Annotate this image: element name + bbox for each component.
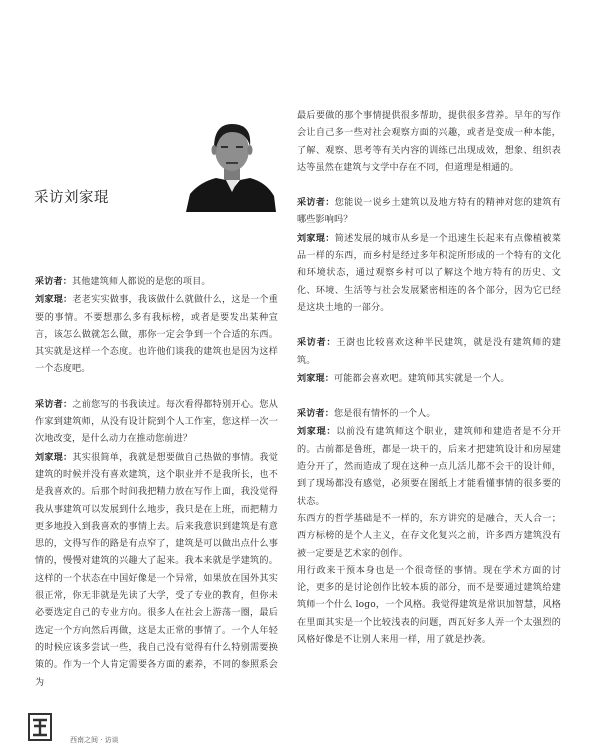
- left-column: [35, 273, 278, 692]
- speaker-label: 刘家琨：: [297, 372, 334, 384]
- interview-paragraph: [297, 405, 561, 423]
- interview-paragraph: [297, 370, 561, 388]
- speaker-label: 采访者：: [297, 408, 334, 420]
- paragraph-text: 用行政来干预本身也是一个很奇怪的事情。现在学术方面的讨论，更多的是讨论创作比较本质的部分，而不是要通过建筑给建筑师一个什么 logo，一个风格。我觉得建筑是常识加智慧，风格在里面其实是一个比较浅表的问题，西瓦好多人弄一个太强烈的风格好像是不让别人来用一样，用了就是抄袭。: [297, 565, 561, 646]
- interview-paragraph: [297, 194, 561, 230]
- paragraph-text: 其实很简单，我就是想要做自己热做的事情。我觉建筑的时候并没有喜欢建筑，这个职业并不是我所长，也不是我喜欢的。后那个时间我把精力放在写作上面，我没觉得我从事建筑可以发展到什么地步，我只是在上班，而把精力更多地投入到我喜欢的事情上去。后来我意识到建筑是有意思的，文得写作的路是有点窄了，建筑是可以做出点什么事情的，慢慢对建筑的兴趣大了起来。我本来就是学建筑的。这样的一个状态在中国好像是一个异常，如果放在国外其实很正常，你无非就是先读了大学，受了专业的教育，但你未必要选定自己的专业方向。很多人在社会上游荡一圈，最后选定一个方向然后再做，这是太正常的事情了。一个人年轻的时候应该多尝试一些，我自己没有觉得有什么特别需要换策的。作为一个人肯定需要各方面的素养，不同的参照系会为: [35, 452, 278, 688]
- right-column: [297, 108, 561, 649]
- paragraph-text: 东西方的哲学基础是不一样的，东方讲究的是融合，天人合一；西方标榜的是个人主义，在存文化复兴之前，许多西方建筑没有被一定要是艺术家的创作。: [297, 513, 561, 559]
- interview-paragraph: [297, 334, 561, 370]
- speaker-label: 刘家琨：: [35, 451, 73, 463]
- footer-section-label: 西南之间 · 访谈: [70, 736, 119, 744]
- paragraph-gap: [297, 317, 561, 334]
- interview-paragraph: [35, 273, 278, 291]
- paragraph-text: 王澍也比较喜欢这种半民建筑，就是没有建筑师的建筑。: [297, 338, 561, 366]
- speaker-label: 刘家琨：: [35, 294, 73, 306]
- paragraph-gap: [297, 177, 561, 194]
- paragraph-text: 最后要做的那个事情提供很多帮助，提供很多营养。早年的写作会让自己多一些对社会观察方面的兴趣，或者是变成一种本能，了解、观察、思考等有关内容的训练已出现成效，想象、组织表达等虽然在建筑与文学中存在不同，但道理是相通的。: [297, 111, 561, 173]
- portrait-photo: [186, 116, 276, 212]
- magazine-logo-icon: [28, 713, 52, 741]
- paragraph-gap: [297, 388, 561, 405]
- interview-paragraph: [297, 423, 561, 510]
- speaker-label: 采访者：: [297, 337, 337, 349]
- interview-paragraph: [297, 108, 561, 177]
- speaker-label: 刘家琨：: [297, 232, 335, 244]
- interview-paragraph: [297, 563, 561, 649]
- interview-paragraph: [297, 511, 561, 563]
- article-title: 采访刘家琨: [34, 190, 109, 206]
- paragraph-text: 可能都会喜欢吧。建筑师其实就是一个人。: [333, 373, 510, 384]
- paragraph-text: 老老实实做事，我该做什么就做什么，这是一个重要的事情。不要想那么多有我标榜，或者是要发出某种宣言，该怎么做就怎么做，那你一定会争到一个合适的东西。其实就是这样一个态度。也许他们谈我的建筑也是因为这样一个态度吧。: [35, 295, 278, 375]
- paragraph-text: 您能说一说乡土建筑以及地方特有的精神对您的建筑有哪些影响吗？: [297, 198, 561, 226]
- speaker-label: 采访者：: [297, 197, 335, 209]
- interview-paragraph: [297, 230, 561, 317]
- interview-paragraph: [35, 396, 278, 449]
- paragraph-text: 以前没有建筑师这个职业，建筑师和建造者是不分开的。古前都是鲁班，都是一块干的，后来才把建筑设计和房屋建造分开了，然而造成了现在这种一点儿活儿都不会干的设计师，到了现场都没有感觉，必须要在图纸上才能看懂事情的很多要的状态。: [297, 427, 561, 507]
- speaker-label: 采访者：: [35, 398, 73, 410]
- paragraph-text: 简述发展的城市从乡是一个迅速生长起来有点像植被菜品一样的东西，而乡村是经过多年积淀所形成的一个特有的文化和环境状态，通过观察乡村可以了解这个地方特有的历史、文化、环境、生活等与社会发展紧密相连的各个部分，因为它已经是这块土地的一部分。: [297, 233, 561, 313]
- paragraph-text: 之前您写的书我读过。每次看得都特别开心。您从作家到建筑师，从没有设计院到个人工作室，您这样一次一次地改变，是什么动力在推动您前进？: [35, 399, 278, 445]
- speaker-label: 刘家琨：: [297, 426, 337, 438]
- speaker-label: 采访者：: [35, 276, 72, 287]
- paragraph-text: 其他建筑师人都说的是您的项目。: [71, 277, 211, 287]
- interview-paragraph: [35, 291, 278, 378]
- paragraph-gap: [35, 379, 278, 396]
- paragraph-text: 您是很有情怀的一个人。: [333, 409, 436, 420]
- interview-paragraph: [35, 449, 278, 692]
